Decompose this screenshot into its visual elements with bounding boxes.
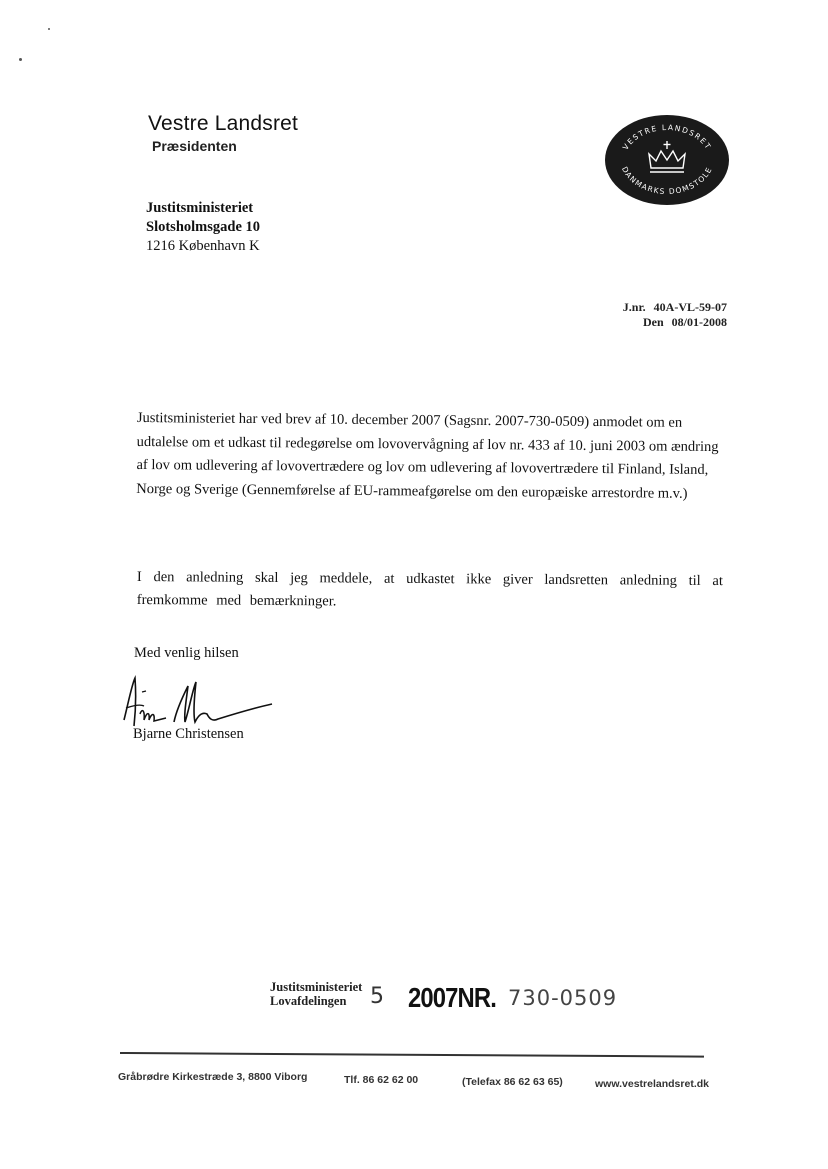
journal-label: J.nr.	[622, 300, 646, 314]
signer-name: Bjarne Christensen	[133, 726, 244, 742]
footer-address: Gråbrødre Kirkestræde 3, 8800 Viborg	[118, 1071, 308, 1083]
stamp-year-nr: 2007NR.	[408, 982, 496, 1013]
footer-divider	[120, 1052, 704, 1057]
seal-text-top: VESTRE LANDSRET	[620, 122, 714, 152]
footer-fax: (Telefax 86 62 63 65)	[462, 1076, 563, 1088]
body-paragraph-1: Justitsministeriet har ved brev af 10. december 2007 (Sagsnr. 2007-730-0509) anmodet om en udtalelse om et udkast til redegørelse om lovovervågning af lov nr. 433 af 10. juni 2003 om ændring af lov om udlevering af lovovertrædere og lov om udlevering af lovovertrædere til Finland, Island, Norge og Sverige (Gennemførelse af EU-rammeafgørelse om den europæiske arrestordre m.v.)	[136, 409, 719, 502]
recipient-city: 1216 København K	[146, 238, 260, 254]
reference-block	[623, 300, 727, 330]
stamp-office-line1: Justitsministeriet	[270, 980, 363, 994]
office-title: Præsidenten	[152, 138, 237, 154]
seal-text-bottom: DANMARKS DOMSTOLE	[619, 165, 714, 197]
stamp-office-line2: Lovafdelingen	[270, 994, 347, 1008]
scan-speck	[19, 58, 22, 61]
scan-speck	[48, 28, 50, 30]
footer-phone: Tlf. 86 62 62 00	[344, 1074, 419, 1086]
date-label: Den	[642, 315, 664, 329]
letter-date: 08/01-2008	[671, 315, 727, 329]
closing-salutation: Med venlig hilsen	[134, 645, 239, 661]
stamp-prefix: 5	[370, 984, 384, 1009]
body-paragraph-2: I den anledning skal jeg meddele, at udkastet ikke giver landsretten anledning til at fremkomme med bemærkninger.	[136, 568, 723, 610]
court-seal	[604, 114, 730, 206]
stamp-office	[270, 980, 362, 1008]
recipient-street: Slotsholmsgade 10	[146, 219, 261, 235]
recipient-name: Justitsministeriet	[146, 200, 254, 216]
court-name: Vestre Landsret	[148, 112, 299, 135]
footer-website: www.vestrelandsret.dk	[595, 1078, 709, 1090]
receipt-stamp	[270, 980, 650, 1024]
recipient-address	[146, 199, 260, 256]
stamp-case-number: 730-0509	[508, 986, 618, 1010]
journal-number: 40A-VL-59-07	[653, 300, 727, 314]
footer	[0, 1071, 828, 1095]
